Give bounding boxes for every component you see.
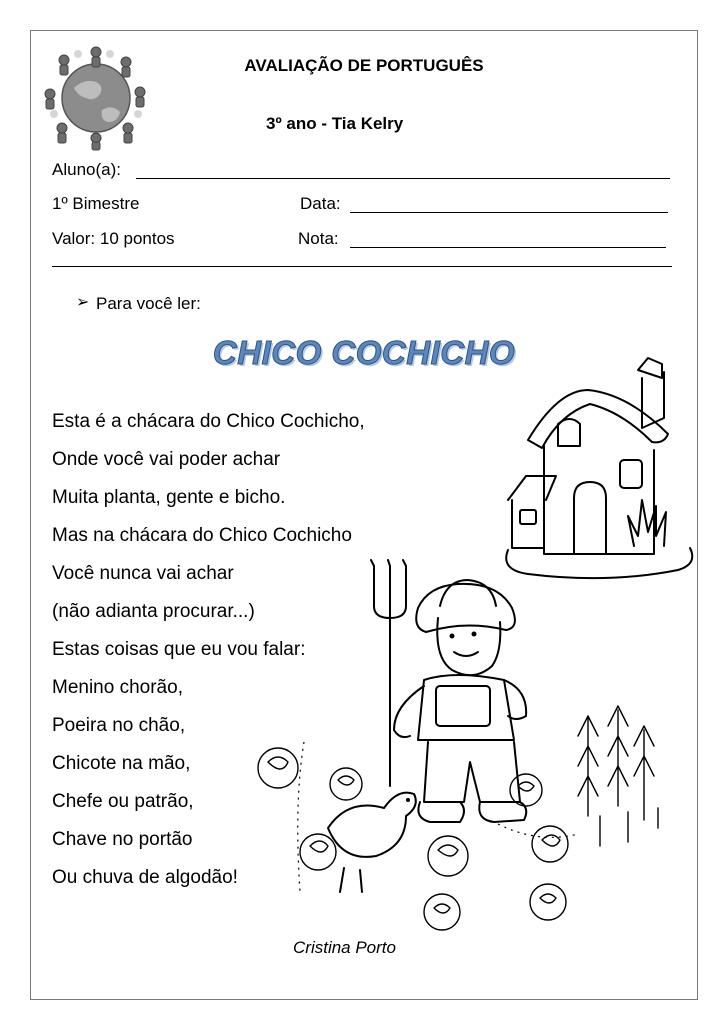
poem-line: Chicote na mão, [52,753,191,774]
page-title: AVALIAÇÃO DE PORTUGUÊS [244,56,484,75]
farmer-with-pitchfork-illustration [248,556,678,940]
poem-line: Esta é a chácara do Chico Cochicho, [52,411,365,432]
term-label: 1º Bimestre [52,194,140,213]
instruction-text: Para você ler: [96,294,201,313]
date-label: Data: [300,194,341,213]
poem-line: (não adianta procurar...) [52,601,255,622]
poem-title: CHICO COCHICHO [212,334,516,371]
header-separator [52,266,672,267]
page-subtitle: 3º ano - Tia Kelry [266,114,404,133]
date-field[interactable] [350,212,668,213]
poem-line: Menino chorão, [52,677,183,698]
instruction-bullet-icon: ➢ [76,294,90,311]
poem-line: Chave no portão [52,829,193,850]
poem-line: Chefe ou patrão, [52,791,194,812]
grade-label: Nota: [298,229,339,248]
house-illustration [498,350,698,590]
student-label: Aluno(a): [52,160,121,179]
grade-field[interactable] [350,247,666,248]
value-label: Valor: 10 pontos [52,229,175,248]
poem-line: Mas na chácara do Chico Cochicho [52,525,352,546]
poem-line: Muita planta, gente e bicho. [52,487,286,508]
poem-line: Estas coisas que eu vou falar: [52,639,306,660]
poem-line: Você nunca vai achar [52,563,234,584]
poem-line: Poeira no chão, [52,715,186,736]
poem-line: Ou chuva de algodão! [52,867,238,888]
poem-author: Cristina Porto [293,938,396,957]
poem-line: Onde você vai poder achar [52,449,281,470]
student-name-field[interactable] [136,178,670,179]
